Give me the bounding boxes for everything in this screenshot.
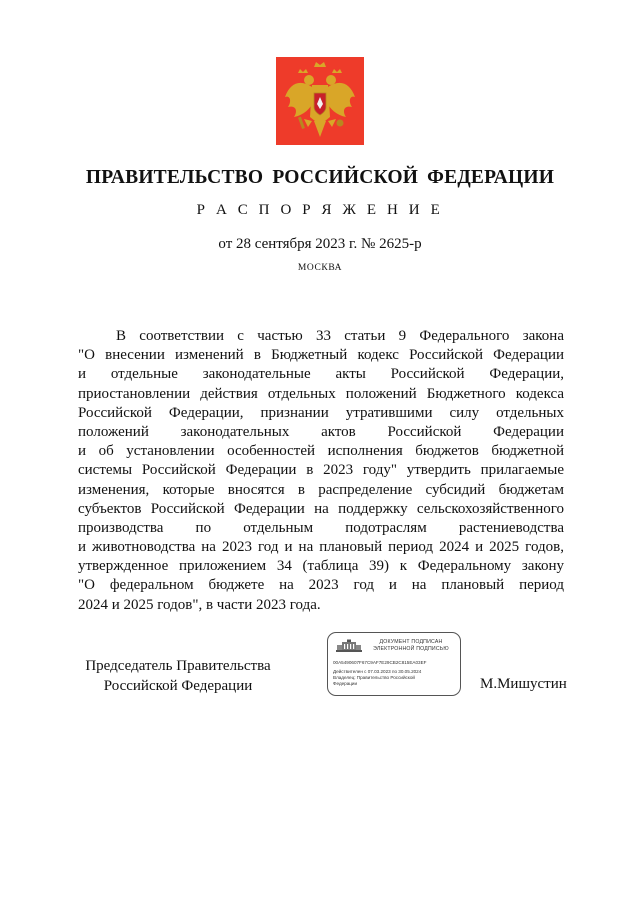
body-line: 2024 и 2025 годов", в части 2023 года.	[78, 596, 321, 613]
document-date-number: от 28 сентября 2023 г. № 2625-р	[218, 236, 422, 252]
russian-coat-of-arms-icon	[276, 57, 364, 145]
body-line: положений законодательных актов Российской Федерации	[78, 423, 564, 440]
document-type: Р А С П О Р Я Ж Е Н И Е	[196, 202, 444, 218]
body-line: производства по отдельным подотраслям растениеводства	[78, 519, 564, 536]
body-line: приостановлении действия отдельных положений Бюджетного кодекса	[78, 385, 564, 402]
stamp-certificate: 00A5490607F67C9AF7E29CB2C815EA03EF	[333, 660, 427, 665]
body-line: "О федеральном бюджете на 2023 год и на плановый период	[78, 577, 564, 594]
stamp-validity: Действителен с 07.03.2023 по 30.05.2024	[333, 669, 422, 674]
electronic-signature-stamp	[327, 632, 461, 696]
document-body	[78, 327, 564, 615]
document-city: МОСКВА	[297, 263, 343, 273]
stamp-owner: Федерации	[333, 681, 358, 686]
body-line: утвержденное приложением 34 (таблица 39) к Федеральному закону	[78, 558, 564, 575]
body-line: "О внесении изменений в Бюджетный кодекс Российской Федерации	[78, 347, 564, 364]
body-line: и об установлении особенностей исполнения бюджетов бюджетной	[78, 443, 564, 460]
organization-title: ПРАВИТЕЛЬСТВО РОССИЙСКОЙ ФЕДЕРАЦИИ	[85, 167, 555, 188]
body-line: и животноводства на 2023 год и на плановый период 2024 и 2025 годов,	[78, 539, 564, 556]
body-line: В соответствии с частью 33 статьи 9 Федерального закона	[116, 328, 564, 344]
government-building-icon	[334, 639, 364, 653]
body-line: изменения, которые вносятся в распределение субсидий бюджетам	[78, 481, 564, 498]
body-line: и отдельные законодательные акты Российской Федерации,	[78, 366, 564, 383]
signatory-position	[78, 657, 278, 696]
signatory-name: М.Мишустин	[480, 676, 567, 692]
body-line: Российской Федерации, признании утратившими силу отдельных	[78, 404, 564, 421]
body-line: системы Российской Федерации в 2023 году" утвердить прилагаемые	[78, 462, 564, 479]
stamp-title	[364, 639, 458, 652]
body-line: субъектов Российской Федерации на поддержку сельскохозяйственного	[78, 500, 564, 517]
stamp-title-line: ЭЛЕКТРОННОЙ ПОДПИСЬЮ	[373, 645, 449, 652]
stamp-title-line: ДОКУМЕНТ ПОДПИСАН	[379, 639, 443, 645]
signatory-position-line: Российской Федерации	[103, 677, 253, 694]
signatory-position-line: Председатель Правительства	[85, 658, 271, 674]
stamp-owner: Владелец: Правительство Российской	[333, 675, 415, 680]
